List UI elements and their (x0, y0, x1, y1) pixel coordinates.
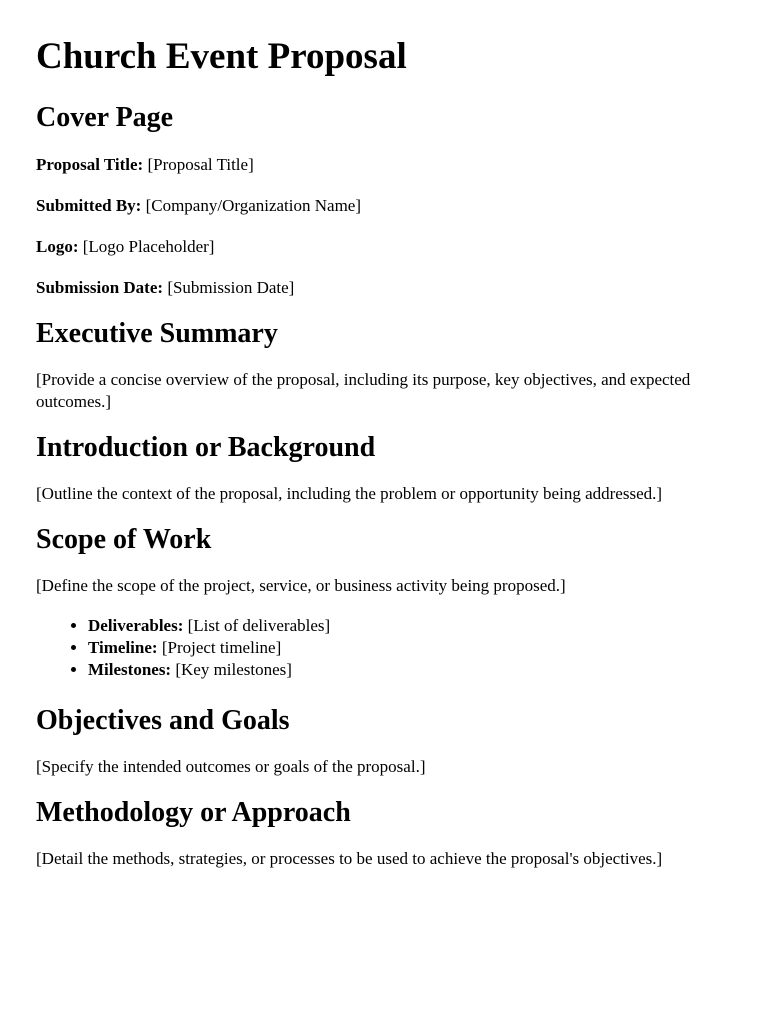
submitted-by-value: [Company/Organization Name] (145, 196, 362, 215)
submission-date-value: [Submission Date] (167, 278, 295, 297)
introduction-heading: Introduction or Background (36, 432, 376, 463)
list-item-timeline (88, 637, 734, 659)
milestones-label: Milestones: (88, 660, 172, 679)
proposal-title-value: [Proposal Title] (147, 155, 254, 174)
methodology-body: [Detail the methods, strategies, or processes to be used to achieve the proposal's objectives.] (36, 849, 663, 868)
executive-summary-heading: Executive Summary (36, 318, 278, 349)
list-item-deliverables (88, 615, 734, 637)
deliverables-value: [List of deliverables] (187, 616, 331, 635)
proposal-title-field (36, 154, 734, 176)
scope-items-list (36, 615, 734, 681)
scope-of-work-body: [Define the scope of the project, service, or business activity being proposed.] (36, 576, 566, 595)
executive-summary-body: [Provide a concise overview of the proposal, including its purpose, key objectives, and expected outcomes.] (36, 370, 691, 411)
scope-of-work-heading: Scope of Work (36, 524, 212, 555)
submission-date-label: Submission Date: (36, 278, 164, 297)
deliverables-label: Deliverables: (88, 616, 184, 635)
objectives-body: [Specify the intended outcomes or goals of the proposal.] (36, 757, 426, 776)
document-title: Church Event Proposal (36, 36, 407, 77)
milestones-value: [Key milestones] (175, 660, 292, 679)
cover-page-heading: Cover Page (36, 102, 174, 133)
logo-value: [Logo Placeholder] (82, 237, 215, 256)
submission-date-field (36, 277, 734, 299)
timeline-value: [Project timeline] (161, 638, 282, 657)
objectives-heading: Objectives and Goals (36, 705, 290, 736)
methodology-heading: Methodology or Approach (36, 797, 351, 828)
timeline-label: Timeline: (88, 638, 158, 657)
submitted-by-field (36, 195, 734, 217)
logo-field (36, 236, 734, 258)
introduction-body: [Outline the context of the proposal, including the problem or opportunity being addressed.] (36, 484, 663, 503)
logo-label: Logo: (36, 237, 79, 256)
proposal-title-label: Proposal Title: (36, 155, 144, 174)
list-item-milestones (88, 659, 734, 681)
submitted-by-label: Submitted By: (36, 196, 142, 215)
